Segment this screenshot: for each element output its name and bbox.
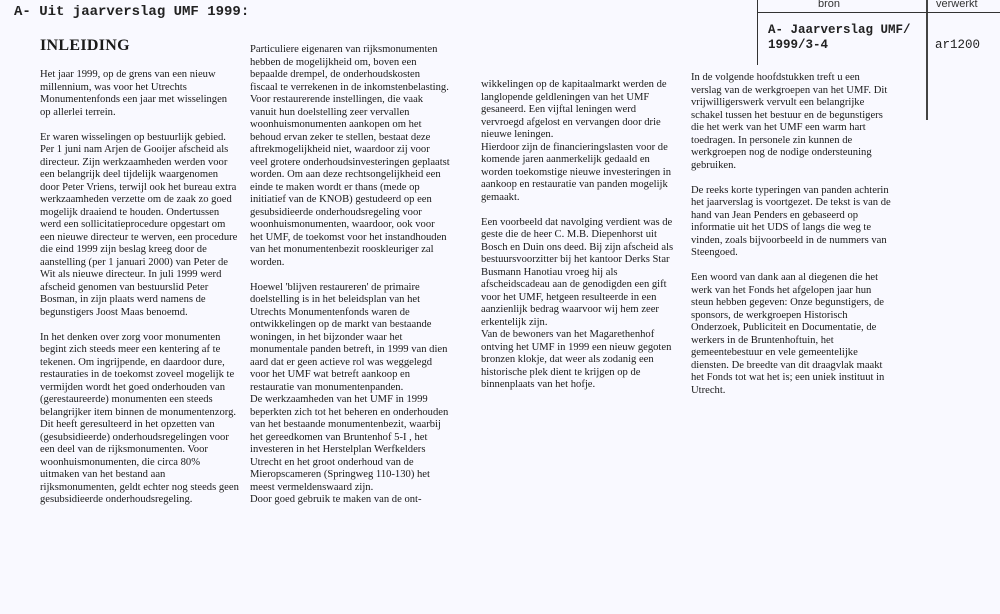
paragraph: Het jaar 1999, op de grens van een nieuw millennium, was voor het Utrechts Monumentenfonds een jaar met wisselingen op allerlei terrein. [40,69,228,118]
text-column-4 [691,72,891,410]
paragraph: Hoewel 'blijven restaureren' de primaire doelstelling is in het beleidsplan van het Utrechts Monumentenfonds waren de ontwikkelingen op de markt van bestaande woningen, in het bijzonder waar het monumentale panden betreft, in 1999 van dien aard dat er geen actieve rol was weggelegd voor het UMF wat betreft aankoop en restauratie van monumentenpanden. [250,281,448,393]
paragraph: In het denken over zorg voor monumenten begint zich steeds meer een kentering af te tekenen. Om ingrijpende, en daardoor dure, restauraties in de toekomst zoveel mogelijk te vermijden wordt het goed onderhouden van (gerestaureerde) monumenten een steeds belangrijker item binnen de monumentenzorg. Dit heeft geresulteerd in het opzetten van (gesubsidieerde) onderhoudsregelingen voor een deel van de rijksmonumenten. Voor woonhuismonumenten, die circa 80% uitmaken van het bestand aan rijksmonumenten, geldt echter nog steeds geen gesubsidieerde onderhoudsregeling. [40,331,239,505]
paragraph: wikkelingen op de kapitaalmarkt werden de langlopende geldleningen van het UMF gesaneerd. Een vijftal leningen werd vervroegd afgelost en vervangen door drie nieuwe leningen. [481,79,667,140]
paragraph: Er waren wisselingen op bestuurlijk gebied. Per 1 juni nam Arjen de Gooijer afscheid als directeur. Zijn werkzaamheden werden voor een belangrijk deel tijdelijk waargenomen door Peter Vriens, terwijl ook het bureau extra werkzaamheden verzette om de zaak zo goed mogelijk draaiend te houden. Ondertussen werd een sollicitatieprocedure opgestart om een nieuwe directeur te werven, een procedure die eind 1999 zijn beslag kreeg door de aanstelling (per 1 januari 2000) van Peter de Wit als nieuwe directeur. In juli 1999 werd afscheid genomen van bestuurslid Peter Bosman, in zijn plaats werd namens de begunstigers Joost Maas benoemd. [40,131,238,318]
stamp-code: ar1200 [935,38,981,52]
paragraph: Van de bewoners van het Magarethenhof ontving het UMF in 1999 een nieuw gegoten bronzen klokje, dat weer als zodanig een historische plek dient te krijgen op de binnenplaats van het hofje. [481,329,672,390]
paragraph: Een woord van dank aan al diegenen die het werk van het Fonds het afgelopen jaar hun steun hebben gegeven: Onze begunstigers, de sponsors, de werkgroepen Historisch Onderzoek, Publiciteit en Documentatie, de werkers in de Bruntenhoftuin, het gemeentebestuur en vele gemeentelijke diensten. De breedte van dit draagvlak maakt het Fonds tot wat het is; een uniek instituut in Utrecht. [691,272,885,396]
paragraph: In de volgende hoofdstukken treft u een verslag van de werkgroepen van het UMF. Dit vrijwilligerswerk vervult een belangrijke schakel tussen het bestuur en de begunstigers die het werk van het UMF een warm hart toedragen. In personele zin kunnen de werkgroepen nog de nodige ondersteuning gebruiken. [691,72,888,171]
stamp-divider-horizontal [757,12,1000,13]
stamp-verwerkt-label: verwerkt [936,0,978,10]
paragraph: Particuliere eigenaren van rijksmonumenten hebben de mogelijkheid om, boven een bepaalde drempel, de onderhoudskosten fiscaal te verrekenen in de inkomstenbelasting. Voor restaurerende instellingen, die vaak vanuit hun doelstelling zeer vervallen woonhuismonumenten aankopen om het behoud ervan zeker te stellen, bestaat deze aftrekmogelijkheid niet, waardoor zij voor veel grotere onderhoudsinvesteringen geplaatst worden. Om aan deze rechtsongelijkheid een einde te maken wordt er thans (mede op initiatief van de KNOB) gestudeerd op een gesubsidieerde onderhoudsregeling voor woonhuismonumenten, waardoor, ook voor het UMF, de toekomst voor het instandhouden van het monumentenbezit rooskleuriger zal worden. [250,44,450,268]
paragraph: Een voorbeeld dat navolging verdient was de geste die de heer C. M.B. Diepenhorst uit Bosch en Duin ons deed. Bij zijn afscheid als bestuursvoorzitter bij het kantoor Derks Star Busmann Hanotiau vroeg hij als afscheidscadeau aan de genodigden een gift voor het UMF, hetgeen resulteerde in een aanzienlijk bedrag waarvoor wij hem zeer erkentelijk zijn. [481,216,674,328]
stamp-divider-right [926,0,928,120]
stamp-source-line-2: 1999/3-4 [768,38,829,52]
page-title: INLEIDING [40,37,130,54]
stamp-bron-label: bron [818,0,841,10]
text-column-1 [40,69,240,519]
stamp-divider-left [757,0,758,65]
stamp-source-line-1: A- Jaarverslag UMF/ [768,23,911,37]
paragraph: Door goed gebruik te maken van de ont- [250,494,422,505]
paragraph: Hierdoor zijn de financieringslasten voor de komende jaren aanmerkelijk gedaald en worden toekomstige nieuwe investeringen in aankoop en restauratie van panden mogelijk gemaakt. [481,141,672,203]
text-column-2 [250,44,450,507]
stamp-source [768,23,911,53]
paragraph: De werkzaamheden van het UMF in 1999 beperkten zich tot het beheren en onderhouden van het bestaande monumentenbezit, waarbij het gereedkomen van Bruntenhof 5-I , het investeren in het Herstelplan Werfkelders Utrecht en het groot onderhoud van de Mieropscameren (Springweg 110-130) het meest vermeldenswaard zijn. [250,394,449,493]
paragraph: De reeks korte typeringen van panden achterin het jaarverslag is voortgezet. De tekst is van de hand van Jean Penders en gebaseerd op informatie uit het UDS of langs die weg te vinden, zoals bijvoorbeeld in de nummers van Steengoed. [691,184,891,258]
document-header: A- Uit jaarverslag UMF 1999: [14,4,250,20]
text-column-3 [481,79,681,392]
